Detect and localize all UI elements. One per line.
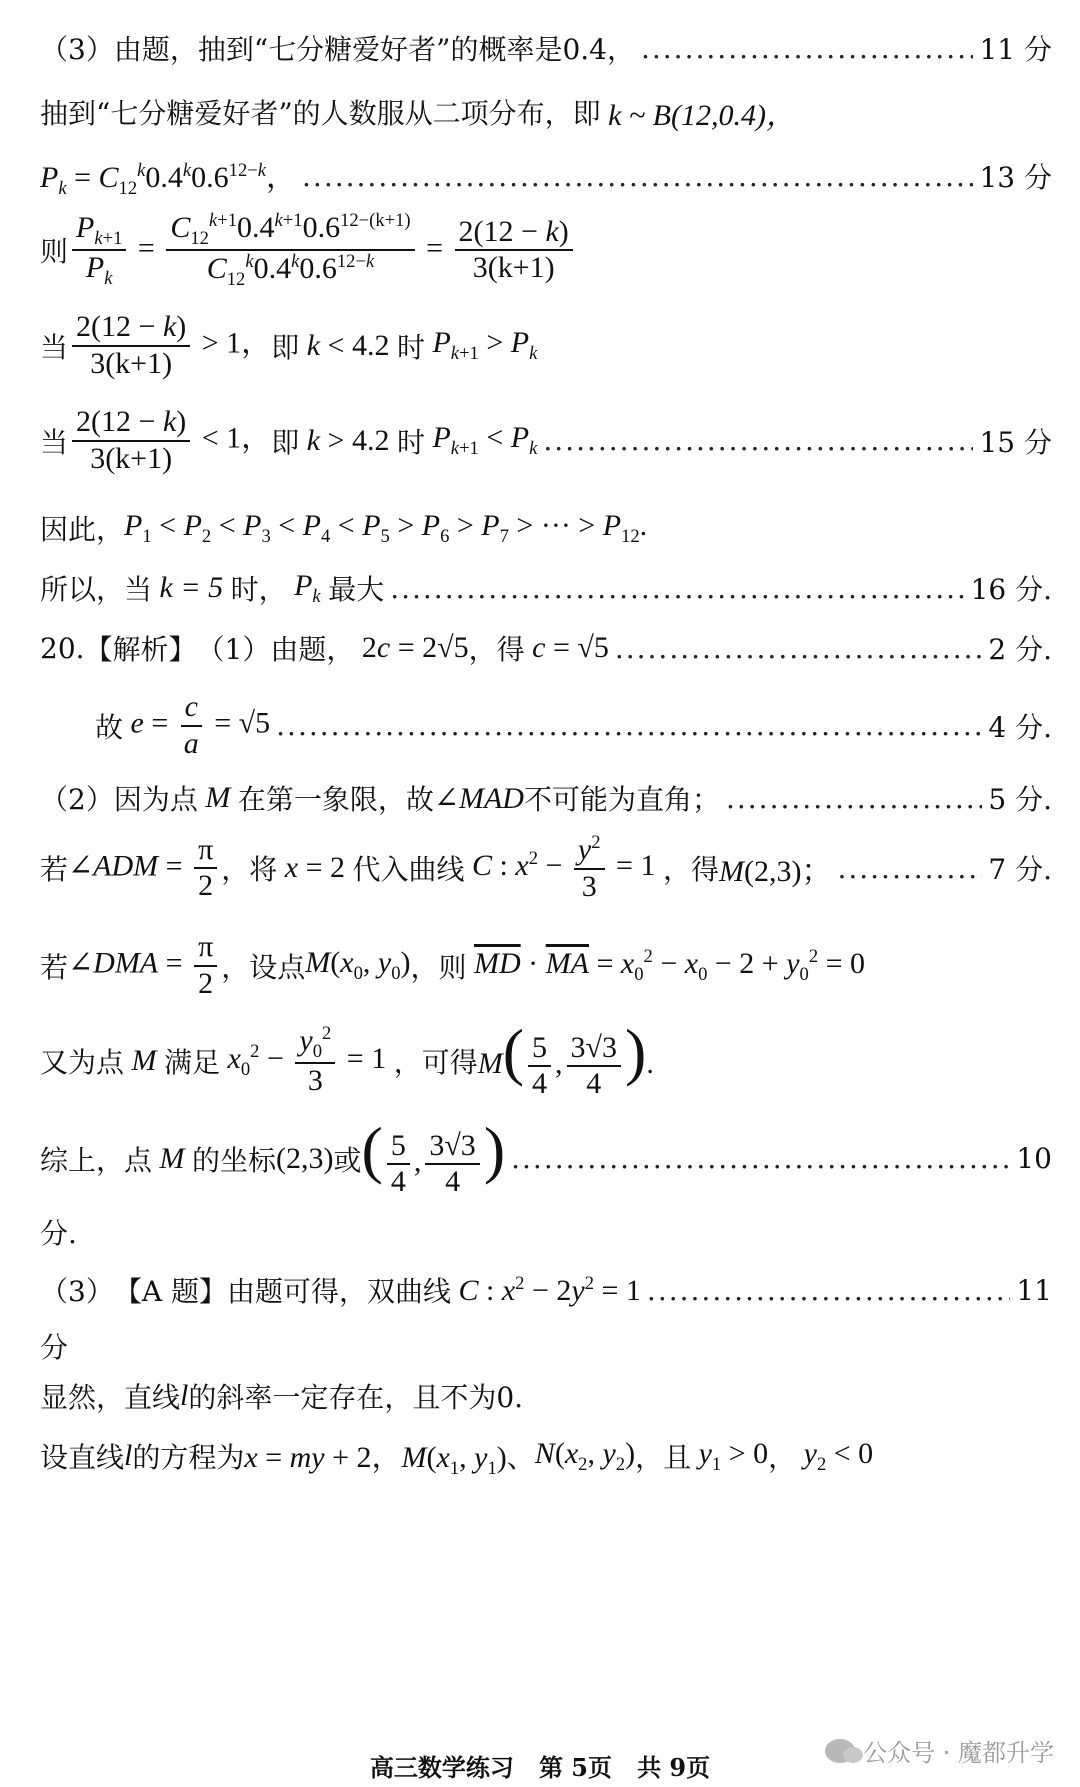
text3: ，得 xyxy=(662,853,719,886)
math-chain: $P_1 < P_2 < P_3 < P_4 < P_5 > P_6 > P_7$ > ··· > $P_{12}$. xyxy=(124,508,648,547)
prefix: 则 xyxy=(40,235,69,269)
question-number: 20. xyxy=(40,631,85,665)
footer-page: 第 5页 xyxy=(538,1753,612,1782)
leader-dots xyxy=(726,782,982,815)
prefix: 故 xyxy=(95,710,124,744)
line-conclusion xyxy=(40,568,1052,608)
wechat-icon xyxy=(825,1739,855,1763)
text: 所以，当 xyxy=(40,573,153,606)
line-ratio xyxy=(40,210,1052,291)
text: 显然，直线 xyxy=(40,1381,181,1414)
prefix: 又为点 xyxy=(40,1045,125,1079)
math-curve: C : $x^2$ − $\frac{y^2}{3}$ = 1 xyxy=(472,832,663,903)
text: 抽到“七分糖爱好者”的人数服从二项分布，即 xyxy=(40,97,601,130)
footer-total: 共 9页 xyxy=(637,1753,711,1782)
part: （1）由题， xyxy=(196,633,355,666)
line-q20-part1 xyxy=(40,628,1052,668)
analysis-tag: 【解析】 xyxy=(84,633,197,666)
watermark-label: 公众号 · 魔都升学 xyxy=(863,1739,1054,1767)
math-2c: 2c = 2√5 xyxy=(354,631,469,664)
line-eccentricity xyxy=(95,690,1052,761)
text: （3）由题，抽到“七分糖爱好者”的概率是0.4， xyxy=(40,33,635,66)
line-therefore xyxy=(40,508,1052,548)
line-score-unit xyxy=(40,1212,1052,1252)
math-dot: $\overline{MD} \cdot \overline{MA} = x_0^2 - x_0 - 2 + y_0^2 = 0$ xyxy=(474,945,866,985)
math-angle: ∠DMA = $\frac{\pi}{2}$ xyxy=(68,930,221,1001)
line-summary xyxy=(40,1114,1052,1200)
score: 13 分 xyxy=(979,161,1052,194)
score: 16 分. xyxy=(970,573,1052,606)
line-score-unit-2 xyxy=(40,1326,1052,1366)
math-c: c = √5 xyxy=(532,631,609,664)
line-increasing xyxy=(40,310,1052,381)
leader-dots xyxy=(647,1274,1010,1307)
text: 分 xyxy=(40,1331,69,1364)
math-binomial: k ~ B(12,0.4)， xyxy=(608,99,796,132)
when: 时 xyxy=(396,425,425,459)
math-l: l xyxy=(180,1379,189,1412)
leader-dots xyxy=(276,709,982,742)
score: 7 分. xyxy=(988,853,1052,886)
math-ratio: $\frac{P_{k+1}}{P_k}$ = $\frac{C_{12}^{k+1}0.4^{k+1}0.6^{12-(k+1)}}{C_{12}^k0.4^k0.6^{12-k}}$ = $\frac{2(12 - k)}{3(k+1)}$ xyxy=(68,210,577,291)
line-equation xyxy=(40,1432,1052,1480)
text2: ，则 xyxy=(410,950,467,984)
math-k: k < 4.2 xyxy=(306,328,390,362)
leader-dots xyxy=(511,1142,1010,1175)
math-e: e = $\frac{c}{a}$ = √5 xyxy=(130,690,271,760)
when: 时， xyxy=(230,573,287,606)
text: ，设点 xyxy=(221,950,306,984)
score: 5 分. xyxy=(988,783,1052,816)
math-pk: $P_k$ xyxy=(294,568,321,607)
math-point: M( $\frac{5}{4}$ , $\frac{3√3}{4}$ ). xyxy=(477,1016,654,1101)
score: 11 xyxy=(1016,1273,1052,1307)
line-slope xyxy=(40,1376,1052,1416)
math-ineq: $\frac{2(12 - k)}{3(k+1)}$ > 1， xyxy=(68,310,271,381)
prefix: 若 xyxy=(40,853,69,886)
text: ，将 xyxy=(221,853,278,886)
math-eq: $x_0^2$ − $\frac{y_0^2}{3}$ = 1 xyxy=(227,1022,394,1098)
get: ，得 xyxy=(468,633,525,666)
leader-dots xyxy=(302,160,973,193)
math-point1: (2,3) xyxy=(276,1141,334,1175)
leader-dots xyxy=(390,572,964,605)
watermark xyxy=(825,1733,1054,1768)
prefix: 综上，点 xyxy=(40,1143,153,1177)
leader-dots xyxy=(543,424,973,457)
math-point2: ( $\frac{5}{4}$ , $\frac{3√3}{4}$ ) xyxy=(361,1114,506,1199)
line-satisfy xyxy=(40,1016,1052,1102)
text5: ， xyxy=(768,1441,797,1474)
score: 11 分 xyxy=(979,33,1052,66)
math-point: $M(x_0$, $y_0$) xyxy=(305,946,411,984)
text2: 的方程为 xyxy=(132,1441,245,1474)
text: （2）因为点 xyxy=(40,783,198,816)
text2: 的斜率一定存在，且不为0. xyxy=(188,1381,524,1414)
line-part2 xyxy=(40,778,1052,818)
line-binomial xyxy=(40,90,1052,134)
leader-dots xyxy=(641,32,973,65)
cond: 即 xyxy=(271,425,300,459)
score: 15 分 xyxy=(979,425,1052,459)
text: 由题可得，双曲线 xyxy=(226,1275,451,1308)
text2: 代入曲线 xyxy=(352,853,465,886)
line-probability xyxy=(40,28,1052,68)
line-pk-formula xyxy=(40,152,1052,200)
math-x2: x = 2 xyxy=(284,851,353,884)
math-y2: $y_2 < 0$ xyxy=(803,1436,874,1475)
line-case-dma xyxy=(40,930,1052,1001)
cond: 即 xyxy=(271,330,300,364)
text: 设直线 xyxy=(40,1441,125,1474)
score: 10 xyxy=(1016,1142,1052,1176)
part: （3） xyxy=(40,1275,114,1308)
text: 的坐标 xyxy=(192,1143,277,1177)
score: 4 分. xyxy=(988,710,1052,744)
tag: 【A 题】 xyxy=(113,1275,227,1308)
prefix: 当 xyxy=(40,425,69,459)
math-line: x = my + 2，$M(x_1$, $y_1$) xyxy=(244,1441,507,1479)
or: 或 xyxy=(333,1143,362,1177)
math-m: M xyxy=(131,1043,157,1077)
math-pk: $P_k = C_{12}^k0.4^k0.6^{12-k}$， xyxy=(40,160,297,199)
line-decreasing xyxy=(40,405,1052,476)
prefix: 若 xyxy=(40,950,69,984)
leader-dots xyxy=(615,632,983,665)
score: 2 分. xyxy=(988,633,1052,666)
text3: 不可能为直角； xyxy=(523,783,720,816)
leader-dots xyxy=(837,852,982,885)
math-p: $P_{k+1} < P_k$ xyxy=(432,421,538,459)
math-y1: $y_1 > 0$ xyxy=(698,1436,769,1475)
math-l: l xyxy=(124,1439,133,1472)
text4: ，且 xyxy=(635,1441,692,1474)
max: 最大 xyxy=(328,573,385,606)
math-ineq: $\frac{2(12 - k)}{3(k+1)}$ < 1， xyxy=(68,405,271,476)
prefix: 当 xyxy=(40,330,69,364)
text3: 、 xyxy=(506,1441,535,1474)
math-m: M xyxy=(205,781,231,814)
math-n: $N(x_2$, $y_2$) xyxy=(534,1436,636,1475)
when: 时 xyxy=(396,330,425,364)
text: 分. xyxy=(40,1217,77,1250)
line-case-adm xyxy=(40,832,1052,904)
line-part3-a xyxy=(40,1270,1052,1310)
footer-title: 高三数学练习 xyxy=(369,1753,514,1782)
prefix: 因此， xyxy=(40,513,125,546)
math-p: $P_{k+1} > P_k$ xyxy=(432,326,538,364)
text2: 在第一象限，故 xyxy=(237,783,434,816)
text2: ，可得 xyxy=(393,1045,478,1079)
math-angle: ∠ADM = $\frac{\pi}{2}$ xyxy=(68,833,221,904)
text: 满足 xyxy=(164,1045,221,1079)
math-m: M xyxy=(159,1141,185,1175)
math-point: M(2,3)； xyxy=(718,855,832,888)
math-k: k > 4.2 xyxy=(306,423,390,457)
math-k5: k = 5 xyxy=(159,571,224,604)
math-hyperbola: C : $x^2 - 2y^2 = 1$ xyxy=(458,1272,641,1307)
math-angle: ∠MAD xyxy=(433,781,524,815)
